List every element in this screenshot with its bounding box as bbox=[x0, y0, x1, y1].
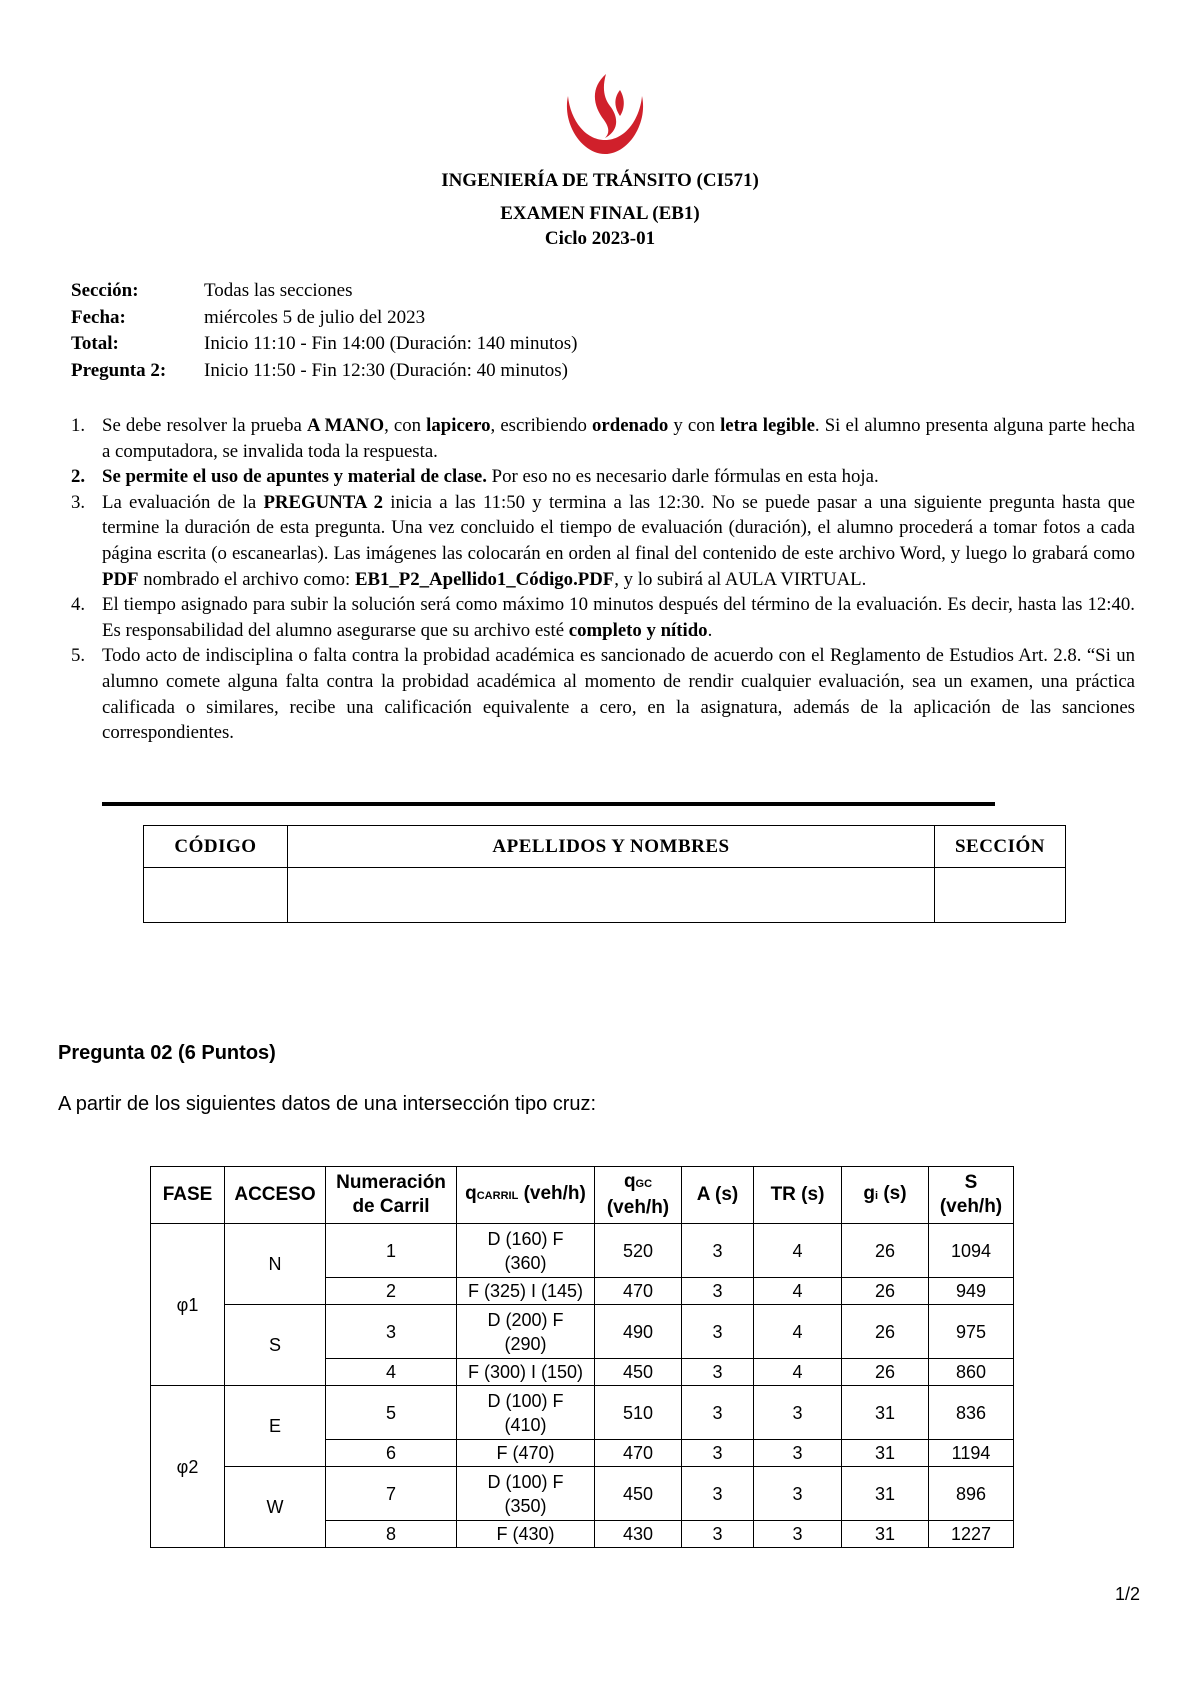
nombres-header: APELLIDOS Y NOMBRES bbox=[288, 826, 935, 868]
qcarril-cell: D (160) F (360) bbox=[457, 1224, 595, 1278]
tr-cell: 3 bbox=[754, 1521, 842, 1548]
info-value: miércoles 5 de julio del 2023 bbox=[204, 306, 426, 328]
info-row bbox=[71, 278, 577, 305]
gi-cell: 31 bbox=[842, 1386, 929, 1440]
a-cell: 3 bbox=[682, 1359, 754, 1386]
access-cell: N bbox=[225, 1224, 326, 1305]
lane-cell: 7 bbox=[326, 1467, 457, 1521]
a-cell: 3 bbox=[682, 1440, 754, 1467]
question-intro: A partir de los siguientes datos de una intersección tipo cruz: bbox=[58, 1093, 597, 1115]
info-key: Total: bbox=[71, 333, 119, 354]
instructions-list bbox=[71, 413, 1135, 746]
tr-cell: 3 bbox=[754, 1440, 842, 1467]
info-key: Fecha: bbox=[71, 306, 126, 328]
exam-info bbox=[71, 278, 577, 384]
qcarril-cell: D (200) F (290) bbox=[457, 1305, 595, 1359]
instruction-text: Todo acto de indisciplina o falta contra la probidad académica es sancionado de acuerdo con el Reglamento de Estudios Art. 2.8. “Si un alumno comete alguna falta contra la probidad académica al momento de rendir cualquier evaluación, sea un examen, una práctica calificada o similares, recibe una calificación equivalente a cero, en la asignatura, además de la aplicación de las sanciones correspondientes. bbox=[102, 645, 1135, 744]
qcarril-cell: F (430) bbox=[457, 1521, 595, 1548]
info-row bbox=[71, 358, 577, 385]
instruction-item bbox=[71, 643, 1135, 745]
tr-cell: 4 bbox=[754, 1278, 842, 1305]
qgc-cell: 510 bbox=[595, 1386, 682, 1440]
table-row bbox=[151, 1386, 1014, 1440]
table-row bbox=[151, 1305, 1014, 1359]
instruction-number: 1. bbox=[71, 415, 86, 436]
intersection-data-table bbox=[150, 1166, 1014, 1548]
university-logo bbox=[560, 70, 650, 158]
instruction-number: 2. bbox=[71, 466, 86, 488]
instruction-text: Se debe resolver la prueba A MANO, con lapicero, escribiendo ordenado y con letra legible. Si el alumno presenta alguna parte hecha a computadora, se invalida toda la respuesta. bbox=[102, 415, 1135, 462]
qgc-cell: 520 bbox=[595, 1224, 682, 1278]
tr-cell: 4 bbox=[754, 1359, 842, 1386]
s-cell: 1227 bbox=[929, 1521, 1014, 1548]
seccion-header: SECCIÓN bbox=[935, 826, 1066, 868]
instruction-item bbox=[71, 592, 1135, 643]
col-a: A (s) bbox=[682, 1167, 754, 1224]
s-cell: 1194 bbox=[929, 1440, 1014, 1467]
qgc-cell: 490 bbox=[595, 1305, 682, 1359]
student-info-table bbox=[143, 825, 1066, 923]
a-cell: 3 bbox=[682, 1386, 754, 1440]
info-key: Pregunta 2: bbox=[71, 359, 167, 381]
exam-title: EXAMEN FINAL (EB1) bbox=[500, 203, 700, 224]
instruction-text: El tiempo asignado para subir la solución será como máximo 10 minutos después del término de la evaluación. Es decir, hasta las 12:40. Es responsabilidad del alumno asegurarse que su archivo esté completo y nítido. bbox=[102, 594, 1135, 641]
instruction-item bbox=[71, 464, 1135, 490]
info-value: Inicio 11:10 - Fin 14:00 (Duración: 140 minutos) bbox=[204, 333, 578, 354]
lane-cell: 6 bbox=[326, 1440, 457, 1467]
instruction-text: Se permite el uso de apuntes y material de clase. Por eso no es necesario darle fórmulas en esta hoja. bbox=[102, 466, 879, 488]
s-cell: 1094 bbox=[929, 1224, 1014, 1278]
info-row bbox=[71, 331, 577, 358]
phase-cell: φ1 bbox=[151, 1224, 225, 1386]
lane-cell: 8 bbox=[326, 1521, 457, 1548]
lane-cell: 5 bbox=[326, 1386, 457, 1440]
col-numeracion: Numeración de Carril bbox=[326, 1167, 457, 1224]
col-tr: TR (s) bbox=[754, 1167, 842, 1224]
instruction-number: 5. bbox=[71, 645, 86, 667]
s-cell: 975 bbox=[929, 1305, 1014, 1359]
gi-cell: 26 bbox=[842, 1278, 929, 1305]
nombres-field[interactable] bbox=[288, 868, 935, 923]
tr-cell: 3 bbox=[754, 1386, 842, 1440]
qgc-cell: 470 bbox=[595, 1440, 682, 1467]
col-s: S (veh/h) bbox=[929, 1167, 1014, 1224]
qcarril-cell: F (470) bbox=[457, 1440, 595, 1467]
access-cell: E bbox=[225, 1386, 326, 1467]
lane-cell: 2 bbox=[326, 1278, 457, 1305]
qcarril-cell: D (100) F (410) bbox=[457, 1386, 595, 1440]
info-value: Inicio 11:50 - Fin 12:30 (Duración: 40 minutos) bbox=[204, 359, 568, 381]
tr-cell: 4 bbox=[754, 1305, 842, 1359]
qcarril-cell: F (325) I (145) bbox=[457, 1278, 595, 1305]
a-cell: 3 bbox=[682, 1467, 754, 1521]
s-cell: 949 bbox=[929, 1278, 1014, 1305]
s-cell: 836 bbox=[929, 1386, 1014, 1440]
instruction-text: La evaluación de la PREGUNTA 2 inicia a las 11:50 y termina a las 12:30. No se puede pasar a una siguiente pregunta hasta que termine la duración de esta pregunta. Una vez concluido el tiempo de evaluación (duración), el alumno procederá a tomar fotos a cada página escrita (o escanearlas). Las imágenes las colocarán en orden al final del contenido de este archivo Word, y luego lo grabará como PDF nombrado el archivo como: EB1_P2_Apellido1_Código.PDF, y lo subirá al AULA VIRTUAL. bbox=[102, 491, 1135, 590]
instruction-item bbox=[71, 490, 1135, 592]
a-cell: 3 bbox=[682, 1305, 754, 1359]
col-acceso: ACCESO bbox=[225, 1167, 326, 1224]
question-title: Pregunta 02 (6 Puntos) bbox=[58, 1042, 276, 1064]
gi-cell: 31 bbox=[842, 1521, 929, 1548]
codigo-header: CÓDIGO bbox=[144, 826, 288, 868]
table-row bbox=[151, 1224, 1014, 1278]
table-row bbox=[151, 1467, 1014, 1521]
divider bbox=[102, 802, 995, 806]
lane-cell: 4 bbox=[326, 1359, 457, 1386]
info-row bbox=[71, 305, 577, 332]
phase-cell: φ2 bbox=[151, 1386, 225, 1548]
tr-cell: 4 bbox=[754, 1224, 842, 1278]
page-number: 1/2 bbox=[1115, 1584, 1141, 1604]
lane-cell: 3 bbox=[326, 1305, 457, 1359]
col-gi: gi (s) bbox=[842, 1167, 929, 1224]
col-qgc: qGC (veh/h) bbox=[595, 1167, 682, 1224]
qgc-cell: 450 bbox=[595, 1359, 682, 1386]
gi-cell: 26 bbox=[842, 1359, 929, 1386]
qgc-cell: 450 bbox=[595, 1467, 682, 1521]
qcarril-cell: D (100) F (350) bbox=[457, 1467, 595, 1521]
access-cell: S bbox=[225, 1305, 326, 1386]
qcarril-cell: F (300) I (150) bbox=[457, 1359, 595, 1386]
a-cell: 3 bbox=[682, 1278, 754, 1305]
a-cell: 3 bbox=[682, 1521, 754, 1548]
cycle-label: Ciclo 2023-01 bbox=[544, 228, 656, 249]
info-key: Sección: bbox=[71, 280, 139, 301]
tr-cell: 3 bbox=[754, 1467, 842, 1521]
gi-cell: 26 bbox=[842, 1224, 929, 1278]
access-cell: W bbox=[225, 1467, 326, 1548]
qgc-cell: 470 bbox=[595, 1278, 682, 1305]
gi-cell: 31 bbox=[842, 1467, 929, 1521]
s-cell: 860 bbox=[929, 1359, 1014, 1386]
col-qcarril: qCARRIL (veh/h) bbox=[457, 1167, 595, 1224]
a-cell: 3 bbox=[682, 1224, 754, 1278]
s-cell: 896 bbox=[929, 1467, 1014, 1521]
instruction-number: 4. bbox=[71, 594, 86, 616]
lane-cell: 1 bbox=[326, 1224, 457, 1278]
col-fase: FASE bbox=[151, 1167, 225, 1224]
instruction-item bbox=[71, 413, 1135, 464]
codigo-field[interactable] bbox=[144, 868, 288, 923]
course-title: INGENIERÍA DE TRÁNSITO (CI571) bbox=[441, 170, 759, 191]
qgc-cell: 430 bbox=[595, 1521, 682, 1548]
gi-cell: 31 bbox=[842, 1440, 929, 1467]
info-value: Todas las secciones bbox=[204, 280, 353, 301]
seccion-field[interactable] bbox=[935, 868, 1066, 923]
gi-cell: 26 bbox=[842, 1305, 929, 1359]
instruction-number: 3. bbox=[71, 491, 86, 513]
